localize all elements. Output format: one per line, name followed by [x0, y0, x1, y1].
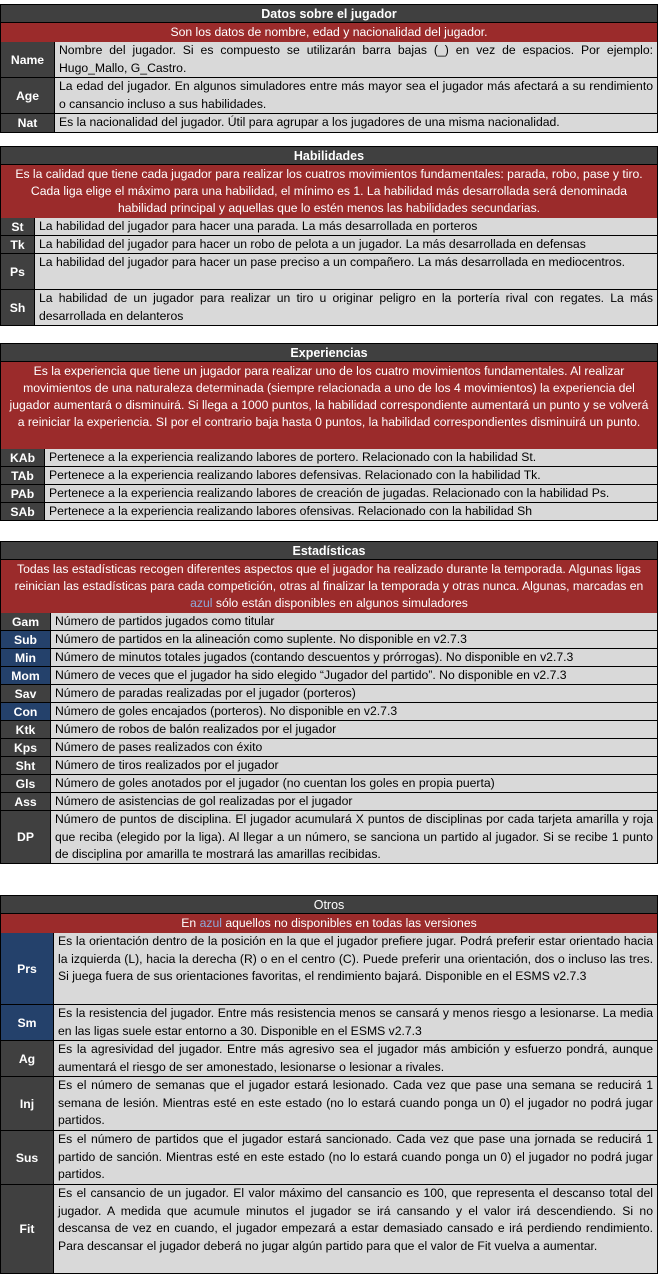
row-text: Pertenece a la experiencia realizando labores ofensivas. Relacionado con la habilidad Sh	[49, 504, 533, 518]
section-title: Habilidades	[0, 146, 658, 165]
description-text: sólo están disponibles en algunos simuladores	[212, 596, 468, 610]
row-text: Es la orientación dentro de la posición en la que el jugador prefiere jugar. Podrá preferir estar orientado hacia la izquierda (L), hacia la derecha (R) o en el centro (C). Puede preferir una orientación, dos o incluso las tres. Si juega fuera de sus orientaciones favoritas, el rendimiento bajará. Disponible en el ESMS v2.7.3	[58, 934, 653, 983]
blue-highlight-word: azul	[199, 916, 222, 930]
row-label: Sh	[1, 290, 35, 325]
table-row	[0, 1005, 658, 1041]
row-label: Prs	[1, 933, 54, 1004]
table-row	[0, 42, 658, 78]
row-label: Sub	[1, 631, 51, 648]
row-text: Pertenece a la experiencia realizando labores defensivas. Relacionado con la habilidad Tk.	[49, 468, 541, 482]
section-title: Otros	[0, 895, 658, 914]
row-label: St	[1, 218, 35, 235]
row-label: TAb	[1, 467, 45, 484]
row-label: Sus	[1, 1131, 54, 1184]
row-text: La habilidad de un jugador para realizar un tiro u originar peligro en la portería rival con regates. La más desarrollada en delanteros	[39, 291, 653, 323]
table-row	[0, 775, 658, 793]
table-row	[0, 703, 658, 721]
table-row	[0, 1185, 658, 1274]
row-label: Sm	[1, 1005, 54, 1040]
row-text: Número de puntos de disciplina. El jugador acumulará X puntos de disciplinas por cada tarjeta amarilla y roja que reciba (elegido por la liga). Al llegar a un número, se sanciona un partido al jugador. Si se recibe 1 punto de disciplina por amarilla te mostrará las amarillas recibidas.	[55, 812, 653, 861]
section-estadisticas	[0, 541, 658, 864]
row-label: Inj	[1, 1077, 54, 1130]
table-row	[0, 739, 658, 757]
table-row	[0, 793, 658, 811]
row-label: Gls	[1, 775, 51, 792]
table-row	[0, 236, 658, 254]
row-label: Ass	[1, 793, 51, 810]
row-label: PAb	[1, 485, 45, 502]
table-row	[0, 685, 658, 703]
table-row	[0, 78, 658, 114]
table-row	[0, 485, 658, 503]
description-text: aquellos no disponibles en todas las versiones	[221, 916, 477, 930]
row-text: Número de pases realizados con éxito	[55, 740, 263, 754]
row-label: Min	[1, 649, 51, 666]
row-text: La habilidad del jugador para hacer una parada. La más desarrollada en porteros	[39, 219, 478, 233]
row-text: Número de asistencias de gol realizadas por el jugador	[55, 794, 353, 808]
row-label: Ktk	[1, 721, 51, 738]
section-otros	[0, 895, 658, 1274]
row-text: Número de paradas realizadas por el jugador (porteros)	[55, 686, 356, 700]
row-text: Es la resistencia del jugador. Entre más resistencia menos se cansará y menos riesgo a lesionarse. La media en las ligas suele estar entorno a 30. Disponible en el ESMS v2.7.3	[58, 1006, 653, 1038]
table-row	[0, 721, 658, 739]
table-row	[0, 114, 658, 133]
row-text: Número de tiros realizados por el jugador	[55, 758, 279, 772]
row-text: Número de veces que el jugador ha sido elegido “Jugador del partido”. No disponible en v2.7.3	[55, 668, 567, 682]
row-text: Es la nacionalidad del jugador. Útil para agrupar a los jugadores de una misma nacionalidad.	[59, 115, 560, 129]
table-row	[0, 1041, 658, 1077]
table-row	[0, 631, 658, 649]
section-title: Estadísticas	[0, 541, 658, 560]
row-label: Ps	[1, 254, 35, 289]
row-text: La habilidad del jugador para hacer un pase preciso a un compañero. La más desarrollada en mediocentros.	[39, 255, 626, 269]
section-description: Es la experiencia que tiene un jugador para realizar uno de los cuatro movimientos fundamentales. Al realizar movimientos de una naturaleza determinada (siempre relacionada a uno de los 4 movimientos) la experiencia del jugador aumentará o disminuirá. Si llega a 1000 puntos, la habilidad correspondiente aumentará un punto y se volverá a reiniciar la experiencia. SI por el contrario baja hasta 0 puntos, la habilidad correspondientes disminuirá un punto.	[0, 362, 658, 449]
row-text: Número de goles anotados por el jugador (no cuentan los goles en propia puerta)	[55, 776, 495, 790]
section-description: Es la calidad que tiene cada jugador para realizar los cuatros movimientos fundamentales: parada, robo, pase y tiro. Cada liga elige el máximo para una habilidad, el mínimo es 1. La habilidad más desarrollada será denominada habilidad principal y aquellas que lo estén menos las habilidades secundarias.	[0, 165, 658, 218]
row-text: Número de partidos en la alineación como suplente. No disponible en v2.7.3	[55, 632, 467, 646]
row-text: Nombre del jugador. Si es compuesto se utilizarán barra bajas (_) en vez de espacios. Por ejemplo: Hugo_Mallo, G_Castro.	[59, 43, 653, 75]
description-text: Todas las estadísticas recogen diferentes aspectos que el jugador ha realizado durante la temporada. Algunas ligas reinician las estadísticas para cada competición, otras al finalizar la temporada y otras nunca. Algunas, marcadas en	[14, 562, 644, 593]
row-label: Ag	[1, 1041, 54, 1076]
row-label: Kps	[1, 739, 51, 756]
table-row	[0, 290, 658, 326]
row-label: Fit	[1, 1185, 54, 1273]
section-title: Datos sobre el jugador	[0, 4, 658, 23]
table-row	[0, 218, 658, 236]
row-label: Age	[1, 78, 55, 113]
row-text: Pertenece a la experiencia realizando labores de creación de jugadas. Relacionado con la habilidad Ps.	[49, 486, 610, 500]
section-description: Son los datos de nombre, edad y nacionalidad del jugador.	[0, 23, 658, 42]
row-text: Es la agresividad del jugador. Entre más agresivo sea el jugador más ambición y esfuerzo pondrá, aunque aumentará el riesgo de ser amonestado, lesionarse o lesionar a rivales.	[58, 1042, 653, 1074]
section-title: Experiencias	[0, 343, 658, 362]
table-row	[0, 757, 658, 775]
table-row	[0, 667, 658, 685]
section-habilidades	[0, 146, 658, 326]
row-text: Pertenece a la experiencia realizando labores de portero. Relacionado con la habilidad St.	[49, 450, 537, 464]
row-text: Número de partidos jugados como titular	[55, 614, 275, 628]
table-row	[0, 933, 658, 1005]
row-label: Sav	[1, 685, 51, 702]
table-row	[0, 254, 658, 290]
row-text: Es el cansancio de un jugador. El valor máximo del cansancio es 100, que representa el descanso total del jugador. A medida que acumule minutos el jugador se irá cansando y el valor irá descendiendo. Si no descansa de vez en cuando, el jugador empezará a estar demasiado cansado e irá perdiendo rendimiento. Para descansar el jugador deberá no jugar algún partido para que el valor de Fit vuelva a aumentar.	[58, 1186, 653, 1253]
row-label: Nat	[1, 114, 55, 132]
table-row	[0, 467, 658, 485]
row-label: Name	[1, 42, 55, 77]
section-description	[0, 914, 658, 933]
row-label: Gam	[1, 613, 51, 630]
table-row	[0, 649, 658, 667]
row-text: La edad del jugador. En algunos simuladores entre más mayor sea el jugador más afectará a su rendimiento o cansancio incluso a sus habilidades.	[59, 79, 653, 111]
table-row	[0, 613, 658, 631]
row-text: Es el número de partidos que el jugador estará sancionado. Cada vez que pase una jornada se reducirá 1 partido de sanción. Mientras esté en este estado (no lo estará cuando ponga un 0) el jugador no podrá jugar partidos.	[58, 1132, 653, 1181]
row-label: Con	[1, 703, 51, 720]
row-label: Tk	[1, 236, 35, 253]
row-text: Número de minutos totales jugados (contando descuentos y prórrogas). No disponible en v2.7.3	[55, 650, 574, 664]
section-experiencias	[0, 343, 658, 521]
row-label: Mom	[1, 667, 51, 684]
table-row	[0, 449, 658, 467]
table-row	[0, 1131, 658, 1185]
blue-highlight-word: azul	[190, 596, 213, 610]
row-label: KAb	[1, 449, 45, 466]
description-text: En	[181, 916, 200, 930]
row-label: Sht	[1, 757, 51, 774]
table-row	[0, 1077, 658, 1131]
row-text: Número de robos de balón realizados por el jugador	[55, 722, 337, 736]
table-row	[0, 503, 658, 521]
row-text: Es el número de semanas que el jugador estará lesionado. Cada vez que pase una semana se reducirá 1 semana de lesión. Mientras esté en este estado (no lo estará cuando ponga un 0) el jugador no podrá jugar partidos.	[58, 1078, 653, 1127]
table-row	[0, 811, 658, 864]
row-text: Número de goles encajados (porteros). No disponible en v2.7.3	[55, 704, 398, 718]
row-label: SAb	[1, 503, 45, 520]
section-description	[0, 560, 658, 613]
row-text: La habilidad del jugador para hacer un robo de pelota a un jugador. La más desarrollada en defensas	[39, 237, 586, 251]
row-label: DP	[1, 811, 51, 863]
section-datos-jugador	[0, 4, 658, 133]
